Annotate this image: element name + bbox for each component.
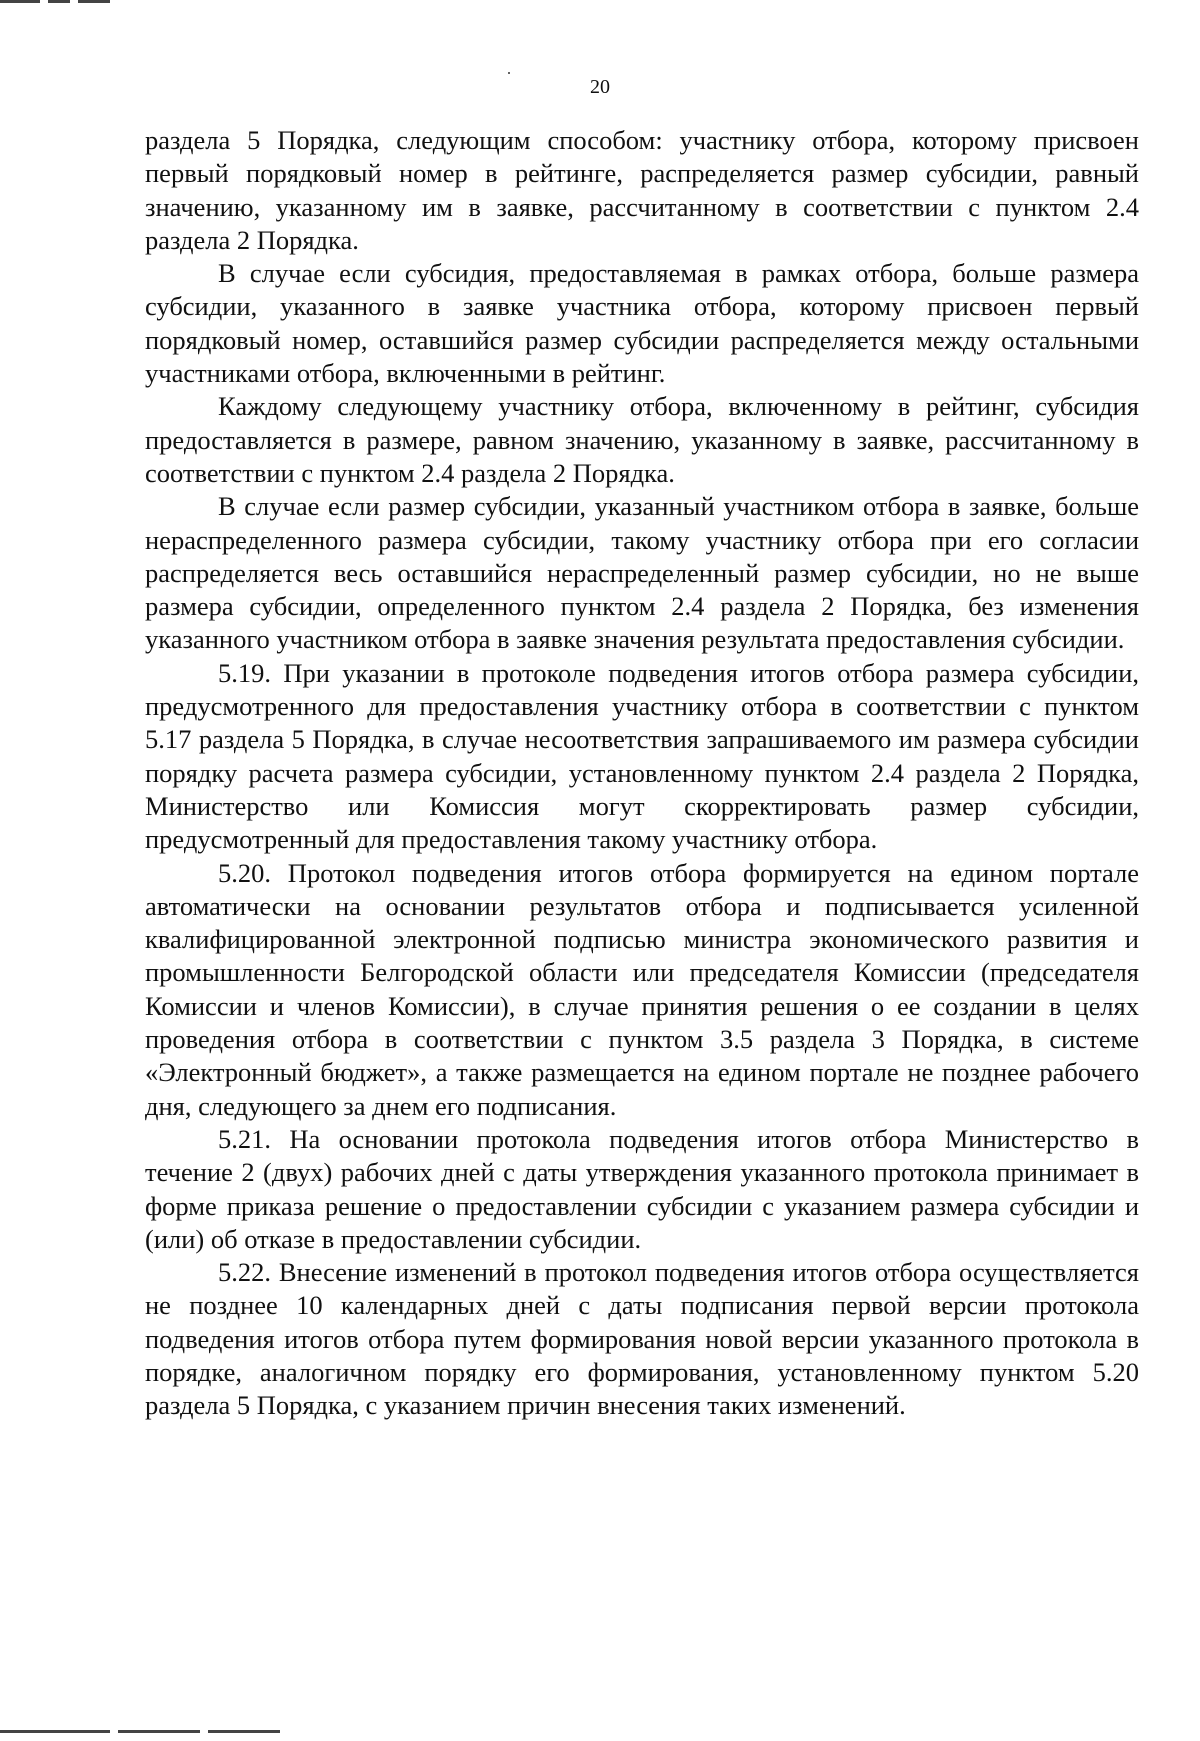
- paragraph-5-20: 5.20. Протокол подведения итогов отбора формируется на едином портале автоматически на основании результатов отбора и подписывается усиленной квалифицированной электронной подписью министра экономического развития и промышленности Белгородской области или председателя Комиссии (председателя Комиссии и членов Комиссии), в случае принятия решения о ее создании в целях проведения отбора в соответствии с пунктом 3.5 раздела 3 Порядка, в системе «Электронный бюджет», а также размещается на едином портале не позднее рабочего дня, следующего за днем его подписания.: [145, 857, 1139, 1121]
- document-body: [145, 124, 1139, 1423]
- scan-speck: [508, 72, 510, 74]
- paragraph: В случае если размер субсидии, указанный участником отбора в заявке, больше нераспределенного размера субсидии, такому участнику отбора при его согласии распределяется весь оставшийся нераспределенный размер субсидии, но не выше размера субсидии, определенного пунктом 2.4 раздела 2 Порядка, без изменения указанного участником отбора в заявке значения результата предоставления субсидии.: [145, 491, 1139, 655]
- paragraph-continuation: раздела 5 Порядка, следующим способом: участнику отбора, которому присвоен первый порядковый номер в рейтинге, распределяется размер субсидии, равный значению, указанному им в заявке, рассчитанному в соответствии с пунктом 2.4 раздела 2 Порядка.: [145, 125, 1139, 255]
- paragraph-5-21: 5.21. На основании протокола подведения итогов отбора Министерство в течение 2 (двух) рабочих дней с даты утверждения указанного протокола принимает в форме приказа решение о предоставлении субсидии с указанием размера субсидии и (или) об отказе в предоставлении субсидии.: [145, 1123, 1139, 1254]
- page-number: 20: [590, 76, 610, 98]
- paragraph: В случае если субсидия, предоставляемая в рамках отбора, больше размера субсидии, указанного в заявке участника отбора, которому присвоен первый порядковый номер, оставшийся размер субсидии распределяется между остальными участниками отбора, включенными в рейтинг.: [145, 258, 1139, 389]
- scan-edge-mark-bottom: [0, 1730, 280, 1733]
- paragraph-5-19: 5.19. При указании в протоколе подведения итогов отбора размера субсидии, предусмотренного для предоставления участнику отбора в соответствии с пунктом 5.17 раздела 5 Порядка, в случае несоответствия запрашиваемого им размера субсидии порядку расчета размера субсидии, установленному пунктом 2.4 раздела 2 Порядка, Министерство или Комиссия могут скорректировать размер субсидии, предусмотренный для предоставления такому участнику отбора.: [145, 657, 1139, 855]
- scan-edge-mark-top: [0, 0, 150, 3]
- paragraph: Каждому следующему участнику отбора, включенному в рейтинг, субсидия предоставляется в размере, равном значению, указанному в заявке, рассчитанному в соответствии с пунктом 2.4 раздела 2 Порядка.: [145, 391, 1139, 488]
- paragraph-5-22: 5.22. Внесение изменений в протокол подведения итогов отбора осуществляется не позднее 10 календарных дней с даты подписания первой версии протокола подведения итогов отбора путем формирования новой версии указанного протокола в порядке, аналогичном порядку его формирования, установленному пунктом 5.20 раздела 5 Порядка, с указанием причин внесения таких изменений.: [145, 1257, 1139, 1421]
